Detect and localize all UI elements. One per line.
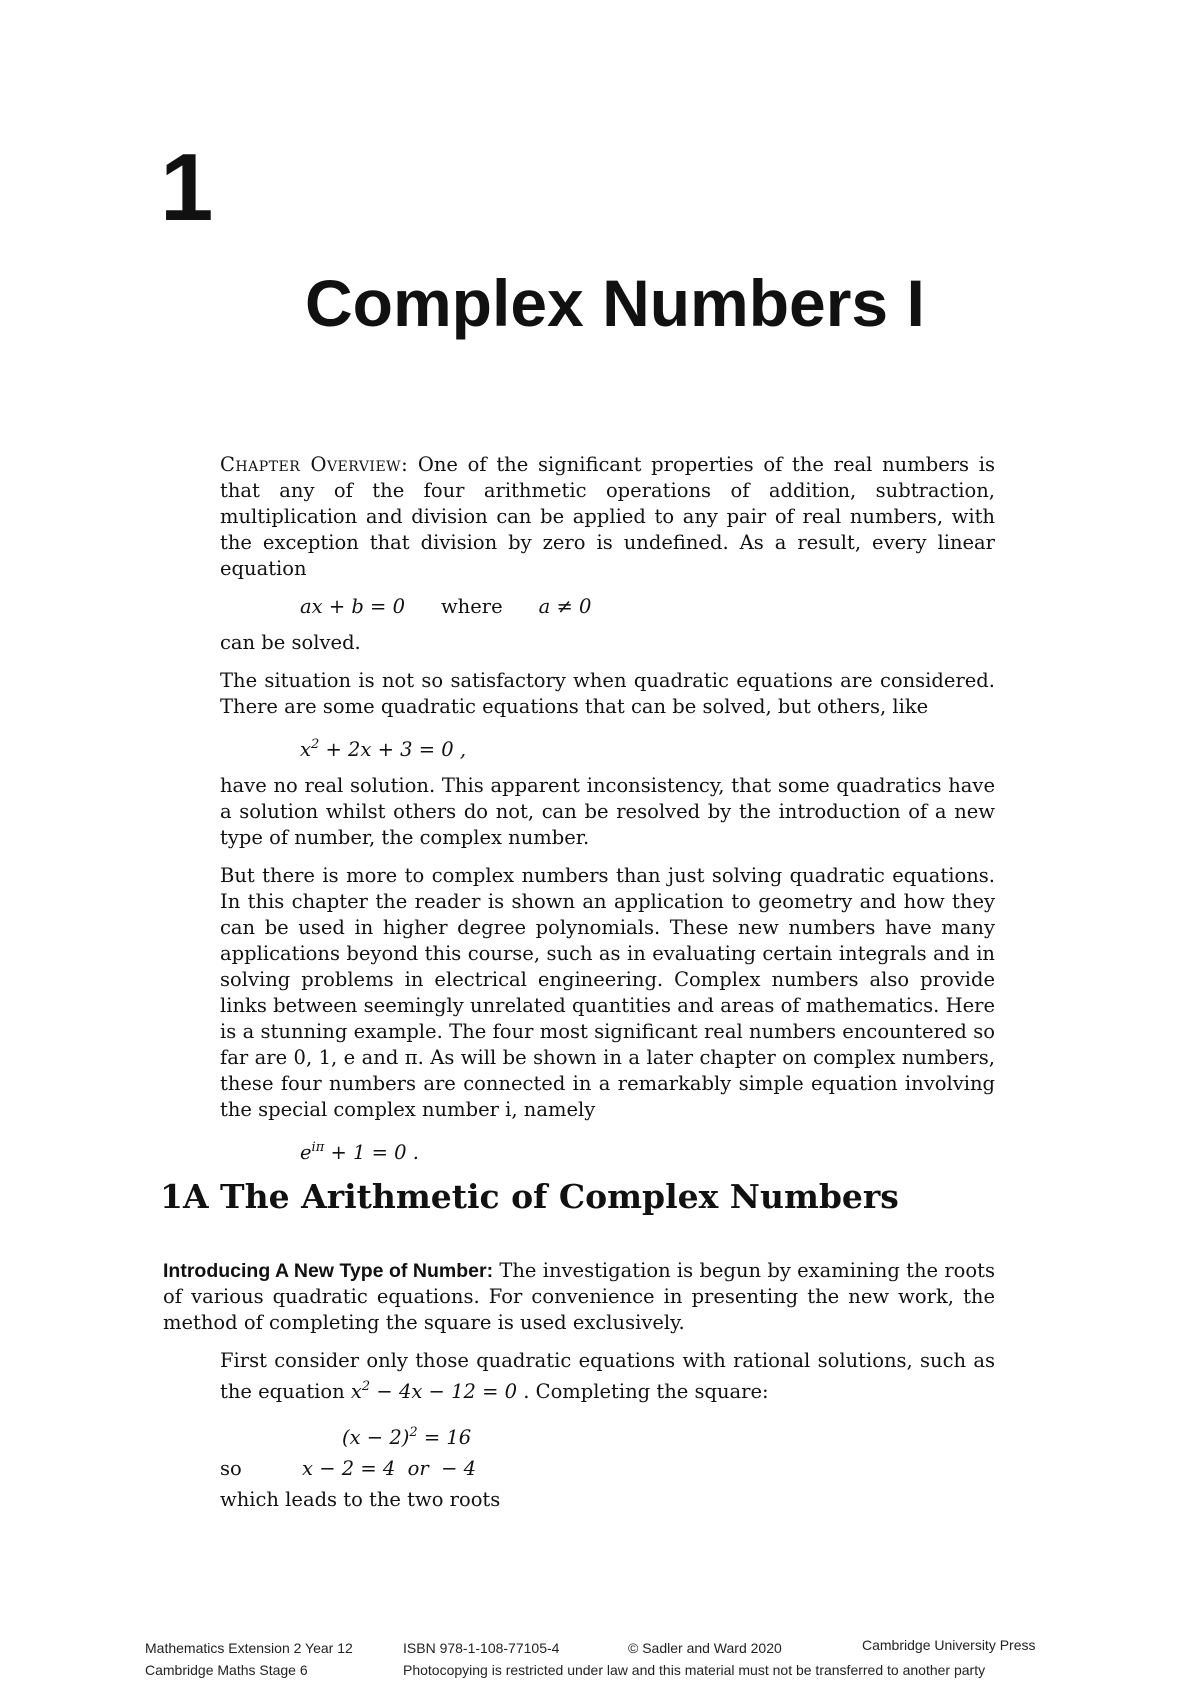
footer-notice: Photocopying is restricted under law and this material must not be transferred to another party bbox=[403, 1662, 986, 1678]
euler-exponent: iπ bbox=[311, 1140, 325, 1155]
completing-square-steps bbox=[220, 1417, 995, 1515]
footer-isbn: ISBN 978-1-108-77105-4 bbox=[403, 1640, 560, 1656]
chapter-overview bbox=[220, 452, 995, 1176]
sub-eq-rest: − 4x − 12 = 0 bbox=[370, 1380, 518, 1403]
step-row-1 bbox=[220, 1417, 995, 1453]
linear-equation-where: where bbox=[440, 595, 503, 618]
subsection-indented bbox=[163, 1348, 995, 1515]
euler-base: e bbox=[300, 1141, 312, 1164]
quadratic-base: x bbox=[300, 738, 311, 761]
chapter-number: 1 bbox=[160, 134, 214, 241]
step-1-base: (x − 2) bbox=[342, 1426, 410, 1449]
euler-identity bbox=[220, 1135, 995, 1166]
subsection-paragraph-1 bbox=[163, 1258, 995, 1336]
step-2-label: so bbox=[220, 1457, 242, 1480]
overview-after-eq1: can be solved. bbox=[220, 631, 361, 654]
overview-text-1: One of the significant properties of the real numbers is that any of the four arithmetic operations of addition, subtraction, multiplication and division can be applied to any pair of real numbers, with the exception that division by zero is undefined. As a result, every linear equation bbox=[220, 453, 996, 580]
overview-paragraph-3: But there is more to complex numbers than just solving quadratic equations. In this chapter the reader is shown an application to geometry and how they can be used in higher degree polynomials. These new numbers have many applications beyond this course, such as in evaluating certain integrals and in solving problems in electrical engineering. Complex numbers also provide links between seemingly unrelated quantities and areas of mathematics. Here is a stunning example. The four most significant real numbers encountered so far are 0, 1, e and π. As will be shown in a later chapter on complex numbers, these four numbers are connected in a remarkably simple equation involving the special complex number i, namely bbox=[220, 864, 995, 1121]
overview-paragraph-1 bbox=[220, 452, 995, 582]
linear-equation-condition: a ≠ 0 bbox=[538, 595, 592, 618]
subsection-text-2a: First consider only those quadratic equations with rational solutions, such as the equation bbox=[220, 1349, 995, 1403]
linear-equation-left: ax + b = 0 bbox=[300, 595, 405, 618]
footer-copyright: © Sadler and Ward 2020 bbox=[628, 1640, 782, 1656]
section-title: 1A The Arithmetic of Complex Numbers bbox=[160, 1177, 899, 1216]
quadratic-rest: + 2x + 3 = 0 , bbox=[319, 738, 467, 761]
overview-paragraph-2: The situation is not so satisfactory when quadratic equations are considered. There are some quadratic equations that can be solved, but others, like bbox=[220, 669, 995, 718]
overview-after-eq2: have no real solution. This apparent inconsistency, that some quadratics have a solution whilst others do not, can be resolved by the introduction of a new type of number, the complex number. bbox=[220, 774, 995, 849]
step-1-rest: = 16 bbox=[417, 1426, 472, 1449]
subsection-heading: Introducing A New Type of Number: bbox=[163, 1260, 494, 1282]
subsection-paragraph-2 bbox=[220, 1348, 995, 1405]
step-row-3: which leads to the two roots bbox=[220, 1488, 501, 1511]
footer-series: Cambridge Maths Stage 6 bbox=[145, 1662, 308, 1678]
quadratic-exponent: 2 bbox=[311, 737, 320, 752]
step-row-2 bbox=[220, 1453, 995, 1484]
euler-rest: + 1 = 0 . bbox=[324, 1141, 419, 1164]
footer-publisher: Cambridge University Press bbox=[862, 1637, 1036, 1653]
footer-book: Mathematics Extension 2 Year 12 bbox=[145, 1640, 353, 1656]
sub-eq-exponent: 2 bbox=[361, 1379, 371, 1394]
subsection-text-2b: . Completing the square: bbox=[517, 1380, 769, 1403]
chapter-title: Complex Numbers I bbox=[305, 266, 925, 340]
step-1-label bbox=[220, 1417, 302, 1453]
section-content bbox=[163, 1258, 995, 1515]
step-2-expression: x − 2 = 4 or − 4 bbox=[302, 1457, 477, 1480]
linear-equation bbox=[220, 594, 995, 620]
quadratic-equation bbox=[220, 732, 995, 763]
step-1-exponent: 2 bbox=[409, 1425, 418, 1440]
overview-lead: Chapter Overview: bbox=[220, 453, 409, 476]
subsection-text-1: The investigation is begun by examining the roots of various quadratic equations. For convenience in presenting the new work, the method of completing the square is used exclusively. bbox=[163, 1259, 995, 1334]
sub-eq-base: x bbox=[350, 1380, 362, 1403]
